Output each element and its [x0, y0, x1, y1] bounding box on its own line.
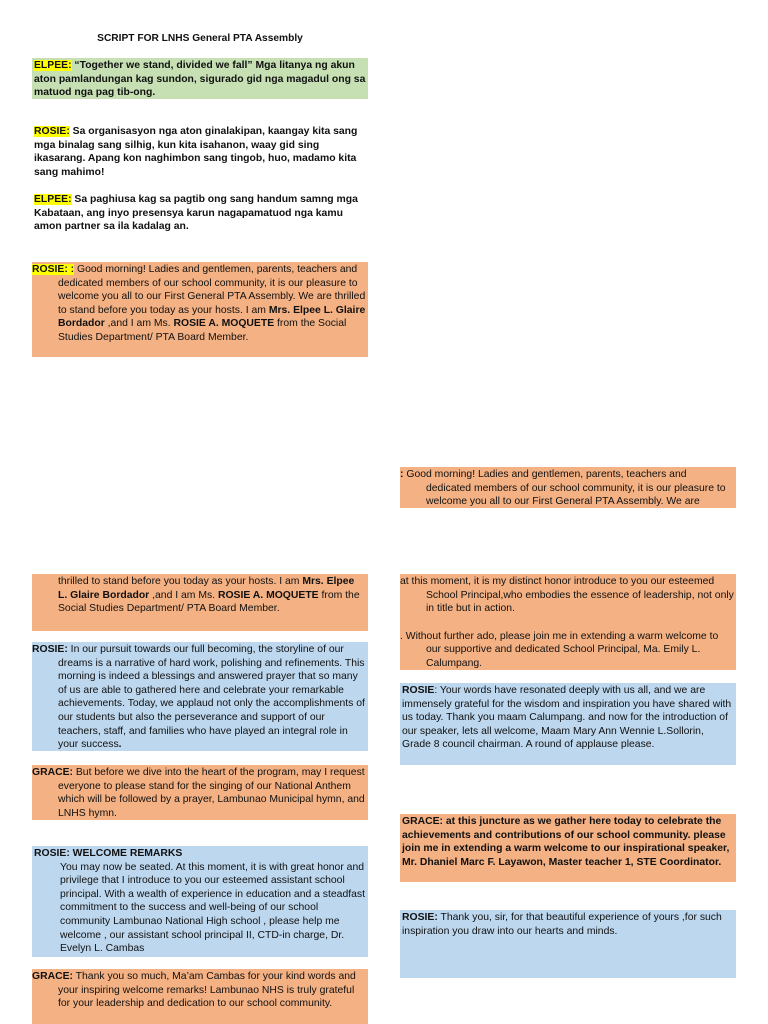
block-text: Good morning! Ladies and gentlemen, parents, teachers and dedicated members of our school community, it is our pleasure to welcome you all to our First General PTA Assembly. We are — [403, 469, 726, 508]
page-title: SCRIPT FOR LNHS General PTA Assembly — [97, 33, 303, 44]
grace-national-anthem-block — [32, 765, 368, 820]
block-text: Thank you, sir, for that beautiful experience of yours ,for such inspiration you draw into our hearts and minds. — [402, 912, 722, 937]
rosie-achievements-block — [32, 642, 368, 751]
quote-text: “Together we stand, divided we fall” — [71, 60, 253, 71]
host-name-elpee: Mrs. Elpee L. Glaire Bordador — [58, 576, 355, 601]
block-text: In our pursuit towards our full becoming, the storyline of our dreams is a narrative of hard work, polishing and refinements. This morning is indeed a blessings and answered prayer that so many of us are able to gathered here and celebrate your remarkable achievements. Today, we applaud not only the accomplishments of our students but also the perseverance and support of our teachers, staff, and families who have played an integral role in your success — [58, 644, 365, 751]
block-text: : Your words have resonated deeply with us all, and we are immensely grateful for the wisdom and inspiration you have shared with us today. Thank you maam Calumpang. and now for the introduction of our speaker, lets all welcome, Maam Mary Ann Wennie L.Sollorin, Grade 8 council chairman. A round of applause please. — [402, 685, 732, 751]
speaker-label: GRACE: — [32, 971, 73, 982]
speaker-label: GRACE: — [32, 767, 73, 778]
end-period: . — [118, 739, 122, 751]
lead-colon: : — [400, 469, 404, 480]
block-text: Thank you so much, Ma’am Cambas for your kind words and your inspiring welcome remarks! Lambunao NHS is truly grateful for your leadership and dedication to our school community. — [58, 971, 356, 1010]
spacer — [426, 616, 734, 630]
block-text: You may now be seated. At this moment, it is with great honor and privilege that I introduce to you our esteemed assistant school principal. With a wealth of experience in education and a steadfast commitment to the success and well-being of our school community Lambunao National High school , please help me welcome , our assistant school principal II, CTD-in charge, Dr. Evelyn L. Cambas — [60, 861, 365, 955]
speaker-label: ROSIE: — [402, 912, 438, 923]
rosie-speaker-intro-block — [400, 683, 736, 765]
host-name-rosie: ROSIE A. MOQUETE — [217, 589, 319, 601]
speaker-label: ROSIE: — [34, 126, 70, 137]
block-text: from the Social Studies Department/ PTA Board Member. — [58, 589, 360, 615]
block-text: Good morning! Ladies and gentlemen, parents, teachers and dedicated members of our school community, it is our pleasure to welcome you all to our First General PTA Assembly. We are thrilled to stand before you today as your hosts. I am — [58, 264, 366, 316]
block-text: Mga litanya ng akun aton pamlandungan kag sundon, sigurado gid nga magadul ong sa matuod nga pag tib-ong. — [34, 60, 366, 99]
rosie-organization-line — [32, 125, 368, 179]
speaker-label: ROSIE: — [32, 644, 68, 655]
speaker-label: ELPEE: — [34, 60, 72, 71]
block-text: at this moment, it is my distinct honor introduce to you our esteemed School Principal,who embodies the essence of leadership, not only in title but in action. — [400, 576, 734, 615]
speaker-label: ROSIE: : — [32, 264, 75, 275]
block-text: ,and I am Ms. — [149, 589, 218, 601]
block-text: . Without further ado, please join me in extending a warm welcome to our supportive and dedicated School Principal, Ma. Emily L. Calumpang. — [400, 630, 719, 669]
elpee-opening-quote — [32, 58, 368, 99]
speaker-label: ROSIE — [402, 685, 435, 696]
block-text: thrilled to stand before you today as your hosts. I am — [58, 576, 303, 587]
grace-thank-you-block — [32, 969, 368, 1024]
block-text: Sa paghiusa kag sa pagtib ong sang handum samng mga Kabataan, ang inyo presensya karun nagapamatuod nga kamu amon partner sa ila kadalag an. — [34, 194, 358, 233]
speaker-label: ROSIE: WELCOME REMARKS — [34, 848, 183, 859]
rosie-welcome-remarks-block — [32, 846, 368, 957]
host-name-elpee: Mrs. Elpee L. Glaire Bordador — [58, 304, 366, 330]
block-text: ,and I am Ms. — [104, 318, 174, 330]
block-text: from the Social Studies Department/ PTA Board Member. — [58, 318, 347, 343]
grace-inspirational-speaker-block — [400, 814, 736, 882]
good-morning-repeat-block — [400, 467, 736, 508]
block-text: But before we dive into the heart of the program, may I request everyone to please stand for the singing of our National Anthem which will be followed by a prayer, Lambunao Municipal hymn, and LNHS hymn. — [58, 767, 365, 819]
principal-introduction-block — [400, 574, 736, 670]
block-text: GRACE: at this juncture as we gather here today to celebrate the achievements and contributions of our school community. please join me in extending a warm welcome to our inspirational speaker, Mr. Dhaniel Marc F. Layawon, Master teacher 1, STE Coordinator. — [402, 816, 730, 868]
block-text: Sa organisasyon nga aton ginalakipan, kaangay kita sang mga binalag sang silhig, kun kita isahanon, waay gid sing ikasarang. Apang kon naghimbon sang tingob, huo, madamo kita sang mahimo! — [34, 126, 358, 178]
elpee-unity-line — [32, 193, 368, 234]
speaker-label: ELPEE: — [34, 194, 72, 205]
hosts-intro-continuation — [32, 574, 368, 631]
rosie-good-morning-block — [32, 262, 368, 357]
host-name-rosie: ROSIE A. MOQUETE — [173, 318, 275, 330]
rosie-thank-you-sir-block — [400, 910, 736, 978]
